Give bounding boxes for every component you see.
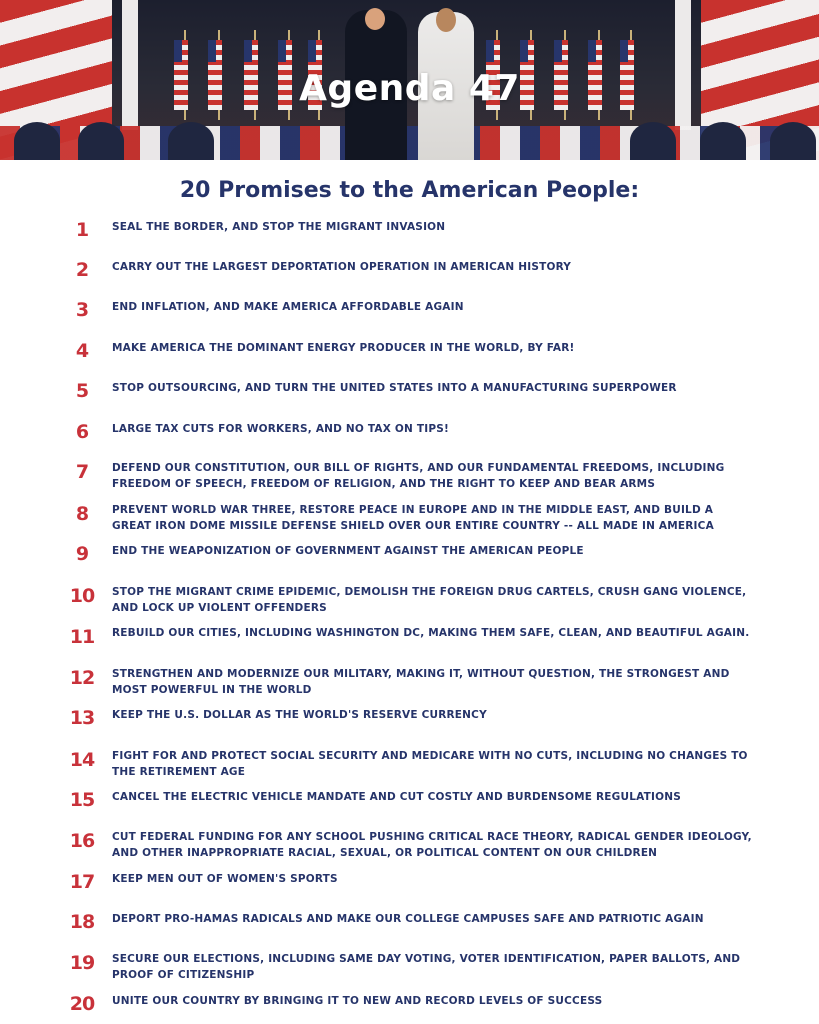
promise-number: 7 xyxy=(75,461,89,483)
promise-number: 18 xyxy=(69,911,95,933)
promise-text: STOP THE MIGRANT CRIME EPIDEMIC, DEMOLISH THE FOREIGN DRUG CARTELS, CRUSH GANG VIOLENCE, AND LOCK UP VIOLENT OFFENDERS xyxy=(112,586,747,614)
promise-text: END THE WEAPONIZATION OF GOVERNMENT AGAINST THE AMERICAN PEOPLE xyxy=(112,545,584,557)
promise-text: PREVENT WORLD WAR THREE, RESTORE PEACE IN EUROPE AND IN THE MIDDLE EAST, AND BUILD A GREAT IRON DOME MISSILE DEFENSE SHIELD OVER OUR ENTIRE COUNTRY -- ALL MADE IN AMERICA xyxy=(112,504,714,532)
promise-text: LARGE TAX CUTS FOR WORKERS, AND NO TAX ON TIPS! xyxy=(112,423,449,435)
promise-text: KEEP THE U.S. DOLLAR AS THE WORLD'S RESERVE CURRENCY xyxy=(112,709,487,721)
page-title: 20 Promises to the American People: xyxy=(179,178,640,203)
promise-text: REBUILD OUR CITIES, INCLUDING WASHINGTON DC, MAKING THEM SAFE, CLEAN, AND BEAUTIFUL AGAIN. xyxy=(112,627,750,639)
promise-text: CANCEL THE ELECTRIC VEHICLE MANDATE AND CUT COSTLY AND BURDENSOME REGULATIONS xyxy=(112,791,681,803)
promise-number: 6 xyxy=(75,421,89,443)
promise-text: MAKE AMERICA THE DOMINANT ENERGY PRODUCER IN THE WORLD, BY FAR! xyxy=(112,342,575,354)
promise-number: 4 xyxy=(75,340,89,362)
banner-title: Agenda 47 xyxy=(299,68,520,109)
promise-text: CUT FEDERAL FUNDING FOR ANY SCHOOL PUSHING CRITICAL RACE THEORY, RADICAL GENDER IDEOLOGY, AND OTHER INAPPROPRIATE RACIAL, SEXUAL, OR POLITICAL CONTENT ON OUR CHILDREN xyxy=(112,831,752,859)
promise-text: UNITE OUR COUNTRY BY BRINGING IT TO NEW AND RECORD LEVELS OF SUCCESS xyxy=(112,995,603,1007)
promise-number: 20 xyxy=(69,993,95,1015)
promise-text: FIGHT FOR AND PROTECT SOCIAL SECURITY AND MEDICARE WITH NO CUTS, INCLUDING NO CHANGES TO THE RETIREMENT AGE xyxy=(112,750,748,778)
promise-text: KEEP MEN OUT OF WOMEN'S SPORTS xyxy=(112,873,338,885)
promise-number: 17 xyxy=(69,871,95,893)
promise-number: 19 xyxy=(69,952,95,974)
promise-number: 16 xyxy=(69,830,95,852)
promise-number: 2 xyxy=(75,259,89,281)
promise-number: 3 xyxy=(75,299,89,321)
promise-text: SEAL THE BORDER, AND STOP THE MIGRANT INVASION xyxy=(112,221,446,233)
promise-number: 10 xyxy=(69,585,95,607)
promise-number: 12 xyxy=(69,667,95,689)
promise-text: DEPORT PRO-HAMAS RADICALS AND MAKE OUR COLLEGE CAMPUSES SAFE AND PATRIOTIC AGAIN xyxy=(112,913,704,925)
promise-number: 8 xyxy=(75,503,89,525)
promise-text: SECURE OUR ELECTIONS, INCLUDING SAME DAY VOTING, VOTER IDENTIFICATION, PAPER BALLOTS, AND PROOF OF CITIZENSHIP xyxy=(112,953,741,981)
promise-text: STRENGTHEN AND MODERNIZE OUR MILITARY, MAKING IT, WITHOUT QUESTION, THE STRONGEST AND MOST POWERFUL IN THE WORLD xyxy=(112,668,730,696)
promise-text: DEFEND OUR CONSTITUTION, OUR BILL OF RIGHTS, AND OUR FUNDAMENTAL FREEDOMS, INCLUDING FREEDOM OF SPEECH, FREEDOM OF RELIGION, AND THE RIGHT TO KEEP AND BEAR ARMS xyxy=(112,462,725,490)
promise-number: 11 xyxy=(69,626,95,648)
promise-text: END INFLATION, AND MAKE AMERICA AFFORDABLE AGAIN xyxy=(112,301,464,313)
promise-number: 14 xyxy=(69,749,95,771)
promise-number: 15 xyxy=(69,789,95,811)
promise-text: STOP OUTSOURCING, AND TURN THE UNITED STATES INTO A MANUFACTURING SUPERPOWER xyxy=(112,382,677,394)
promise-text: CARRY OUT THE LARGEST DEPORTATION OPERATION IN AMERICAN HISTORY xyxy=(112,261,572,273)
promise-number: 13 xyxy=(69,707,95,729)
promise-number: 5 xyxy=(75,380,89,402)
promise-number: 1 xyxy=(75,219,89,241)
promise-number: 9 xyxy=(75,543,89,565)
